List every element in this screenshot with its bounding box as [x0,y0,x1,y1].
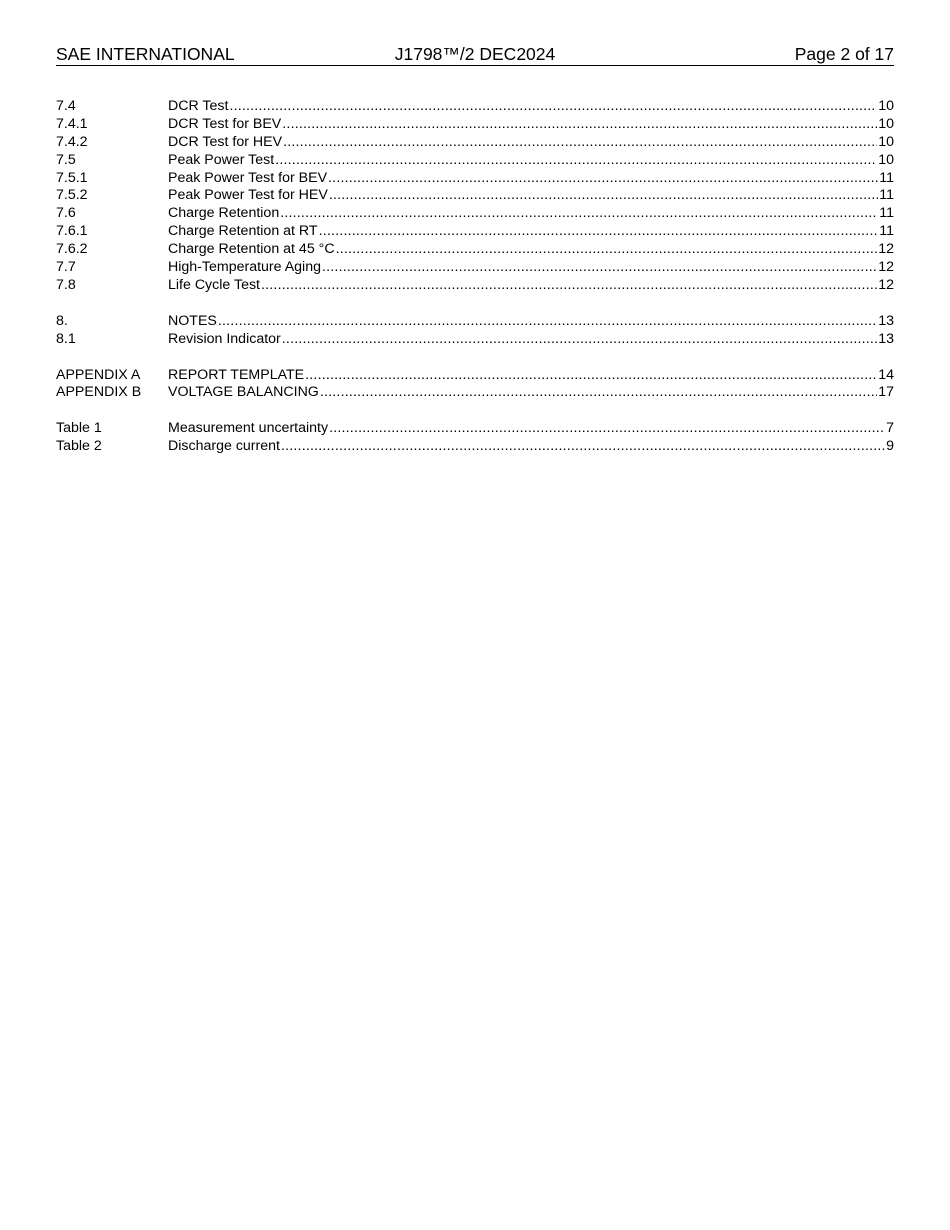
toc-entry-title: Measurement uncertainty [168,420,329,437]
dot-leader [282,116,877,134]
toc-entry-line [168,277,894,295]
header-organization: SAE INTERNATIONAL [56,44,235,64]
toc-entry-title: Discharge current [168,438,280,455]
toc-entry-title: High-Temperature Aging [168,259,321,276]
toc-entry-title: Peak Power Test [168,151,275,168]
toc-entry[interactable] [56,134,894,152]
toc-entry-line [168,116,894,134]
dot-leader [320,384,877,402]
toc-entry-title: Charge Retention at 45 °C [168,241,335,258]
toc-entry[interactable] [56,170,894,188]
toc-entry-line [168,313,894,331]
toc-entry[interactable] [56,187,894,205]
toc-entry[interactable] [56,331,894,349]
toc-entry-page: 7 [886,420,894,437]
toc-entry-line [168,241,894,259]
header-document-id: J1798™/2 DEC2024 [394,44,556,64]
toc-entry-line [168,259,894,277]
toc-entry-title: DCR Test for BEV [168,115,282,132]
toc-entry-page: 11 [879,205,894,222]
toc-entry-number: 7.6.2 [56,241,88,258]
dot-leader [280,205,878,223]
toc-entry-page: 13 [878,312,894,329]
toc-entry[interactable] [56,205,894,223]
toc-entry-number: 8.1 [56,330,76,347]
toc-entry-page: 14 [878,366,894,383]
toc-entry-page: 10 [878,115,894,132]
toc-entry[interactable] [56,420,894,438]
toc-entry-page: 11 [879,169,894,186]
toc-entry[interactable] [56,241,894,259]
header-page-number: Page 2 of 17 [794,44,894,64]
toc-entry-line [168,420,894,438]
toc-entry[interactable] [56,384,894,402]
dot-leader [305,367,877,385]
dot-leader [218,313,877,331]
toc-entry-page: 12 [878,241,894,258]
toc-entry-number: 7.8 [56,276,76,293]
toc-entry-page: 12 [878,259,894,276]
toc-entry-page: 10 [878,151,894,168]
toc-entry-title: Life Cycle Test [168,276,260,293]
dot-leader [261,277,877,295]
toc-entry-line [168,223,894,241]
toc-group [56,420,894,456]
toc-entry-page: 11 [879,187,894,204]
toc-entry-page: 10 [878,98,894,114]
toc-entry[interactable] [56,116,894,134]
toc-entry-line [168,331,894,349]
dot-leader [336,241,878,259]
toc-entry-number: 7.6.1 [56,223,88,240]
toc-entry[interactable] [56,277,894,295]
toc-entry-number: 7.5.1 [56,169,88,186]
toc-entry-title: VOLTAGE BALANCING [168,384,319,401]
toc-entry-title: Revision Indicator [168,330,281,347]
toc-entry-number: APPENDIX B [56,384,142,401]
toc-entry-title: DCR Test [168,98,229,114]
dot-leader [282,331,877,349]
toc-entry-line [168,152,894,170]
toc-entry-title: Peak Power Test for BEV [168,169,328,186]
toc-entry-number: 7.6 [56,205,76,222]
dot-leader [319,223,879,241]
toc-entry-number: 7.4.2 [56,133,88,150]
dot-leader [329,420,885,438]
toc-entry-line [168,98,894,116]
toc-entry-title: DCR Test for HEV [168,133,283,150]
toc-entry-title: Charge Retention at RT [168,223,318,240]
toc-entry-number: 7.5 [56,151,76,168]
toc-entry[interactable] [56,98,894,116]
toc-entry-line [168,205,894,223]
toc-entry[interactable] [56,438,894,456]
toc-entry-page: 17 [878,384,894,401]
toc-entry-page: 11 [879,223,894,240]
toc-entry-title: REPORT TEMPLATE [168,366,305,383]
toc-entry-number: 7.4 [56,98,76,114]
table-of-contents [56,98,894,474]
toc-entry-number: 7.4.1 [56,115,88,132]
page-header [56,44,894,66]
toc-entry-title: Peak Power Test for HEV [168,187,328,204]
toc-entry[interactable] [56,259,894,277]
toc-entry-number: APPENDIX A [56,366,141,383]
toc-group [56,367,894,403]
toc-entry-number: 7.7 [56,259,76,276]
toc-entry-number: 7.5.2 [56,187,88,204]
toc-entry-line [168,384,894,402]
toc-entry-line [168,170,894,188]
toc-group [56,313,894,349]
toc-entry[interactable] [56,223,894,241]
toc-entry-title: NOTES [168,312,217,329]
toc-entry-number: 8. [56,312,68,329]
toc-entry-page: 9 [886,438,894,455]
toc-entry[interactable] [56,313,894,331]
dot-leader [275,152,877,170]
toc-group [56,98,894,295]
dot-leader [328,170,878,188]
toc-entry-number: Table 2 [56,438,102,455]
dot-leader [229,98,877,116]
toc-entry-line [168,187,894,205]
toc-entry-line [168,367,894,385]
dot-leader [329,187,878,205]
toc-entry-line [168,134,894,152]
toc-entry-page: 10 [878,133,894,150]
toc-entry-title: Charge Retention [168,205,280,222]
toc-entry[interactable] [56,152,894,170]
toc-entry-page: 12 [878,276,894,293]
toc-entry-line [168,438,894,456]
dot-leader [283,134,877,152]
dot-leader [322,259,877,277]
dot-leader [281,438,885,456]
toc-entry-page: 13 [878,330,894,347]
toc-entry-number: Table 1 [56,420,102,437]
toc-entry[interactable] [56,367,894,385]
